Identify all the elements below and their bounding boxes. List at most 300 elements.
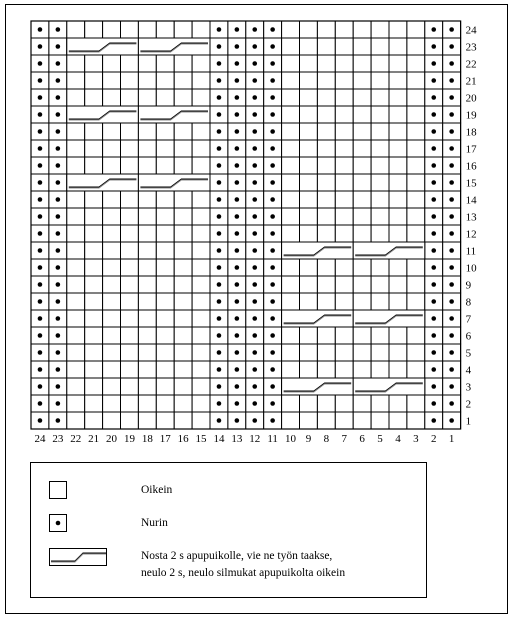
purl-dot-r11-c2	[431, 248, 436, 253]
purl-dot-r8-c1	[449, 299, 454, 304]
purl-dot-r14-c1	[449, 197, 454, 202]
purl-dot-r4-c11	[270, 367, 275, 372]
chart-cell-r15-c5	[371, 174, 389, 191]
chart-cell-r14-c9	[300, 191, 318, 208]
purl-dot-r11-c11	[270, 248, 275, 253]
chart-cell-r16-c22	[67, 157, 85, 174]
purl-dot-r23-c23	[56, 44, 61, 49]
chart-cell-r21-c17	[156, 72, 174, 89]
chart-cell-r3-c17	[156, 378, 174, 395]
chart-cell-r8-c16	[174, 293, 192, 310]
row-number-19: 19	[465, 109, 477, 122]
chart-cell-r8-c3	[407, 293, 425, 310]
chart-cell-r6-c6	[353, 327, 371, 344]
chart-cell-r17-c17	[156, 140, 174, 157]
purl-dot-r2-c2	[431, 401, 436, 406]
chart-cell-r5-c3	[407, 344, 425, 361]
purl-dot-r16-c13	[235, 163, 240, 168]
chart-cell-r14-c21	[85, 191, 103, 208]
chart-cell-r23-c6	[353, 38, 371, 55]
chart-cell-r18-c21	[85, 123, 103, 140]
chart-cell-r14-c6	[353, 191, 371, 208]
chart-cell-r17-c6	[353, 140, 371, 157]
column-number-5: 5	[377, 433, 383, 445]
chart-cell-r24-c15	[192, 21, 210, 38]
purl-dot-r5-c14	[217, 350, 222, 355]
chart-cell-r21-c18	[138, 72, 156, 89]
chart-cell-r20-c5	[371, 89, 389, 106]
purl-dot-r21-c13	[235, 78, 240, 83]
chart-cell-r12-c21	[85, 225, 103, 242]
purl-dot-r9-c24	[38, 282, 43, 287]
chart-cell-r7-c16	[174, 310, 192, 327]
chart-cell-r14-c8	[317, 191, 335, 208]
row-number-5: 5	[465, 347, 472, 360]
purl-dot-r8-c14	[217, 299, 222, 304]
purl-dot-r5-c12	[252, 350, 257, 355]
chart-cell-r24-c8	[317, 21, 335, 38]
chart-cell-r17-c16	[174, 140, 192, 157]
purl-dot-r15-c23	[56, 180, 61, 185]
purl-dot-r1-c1	[449, 418, 454, 423]
purl-dot-r1-c24	[38, 418, 43, 423]
chart-cell-r1-c19	[121, 412, 139, 429]
chart-cell-r4-c5	[371, 361, 389, 378]
chart-cell-r17-c4	[389, 140, 407, 157]
chart-cell-r17-c19	[121, 140, 139, 157]
chart-cell-r12-c3	[407, 225, 425, 242]
purl-dot-r14-c24	[38, 197, 43, 202]
purl-dot-r12-c12	[252, 231, 257, 236]
chart-cell-r24-c18	[138, 21, 156, 38]
purl-dot-r8-c24	[38, 299, 43, 304]
chart-cell-r12-c10	[282, 225, 300, 242]
chart-cell-r22-c5	[371, 55, 389, 72]
purl-dot-r10-c12	[252, 265, 257, 270]
chart-cell-r10-c19	[121, 259, 139, 276]
purl-dot-r3-c23	[56, 384, 61, 389]
purl-dot-r4-c13	[235, 367, 240, 372]
chart-cell-r5-c8	[317, 344, 335, 361]
row-number-18: 18	[465, 126, 477, 139]
purl-dot-r22-c23	[56, 61, 61, 66]
purl-dot-r14-c2	[431, 197, 436, 202]
chart-cell-r2-c7	[335, 395, 353, 412]
column-number-4: 4	[395, 433, 401, 445]
chart-cell-r24-c4	[389, 21, 407, 38]
chart-cell-r23-c9	[300, 38, 318, 55]
purl-dot-r17-c24	[38, 146, 43, 151]
chart-cell-r1-c16	[174, 412, 192, 429]
chart-cell-r6-c4	[389, 327, 407, 344]
purl-dot-r6-c24	[38, 333, 43, 338]
chart-cell-r16-c17	[156, 157, 174, 174]
row-number-16: 16	[465, 160, 477, 173]
purl-dot-r11-c1	[449, 248, 454, 253]
chart-cell-r20-c21	[85, 89, 103, 106]
chart-cell-r18-c7	[335, 123, 353, 140]
chart-cell-r1-c10	[282, 412, 300, 429]
chart-cell-r22-c4	[389, 55, 407, 72]
chart-cell-r3-c21	[85, 378, 103, 395]
chart-cell-r24-c9	[300, 21, 318, 38]
chart-cell-r5-c5	[371, 344, 389, 361]
chart-cell-r11-c18	[138, 242, 156, 259]
chart-cell-r14-c10	[282, 191, 300, 208]
purl-dot-r8-c2	[431, 299, 436, 304]
chart-cell-r17-c15	[192, 140, 210, 157]
chart-cell-r2-c4	[389, 395, 407, 412]
purl-dot-r9-c13	[235, 282, 240, 287]
purl-dot-r10-c14	[217, 265, 222, 270]
purl-dot-r3-c2	[431, 384, 436, 389]
chart-cell-r16-c18	[138, 157, 156, 174]
purl-dot-r13-c11	[270, 214, 275, 219]
chart-cell-r4-c20	[103, 361, 121, 378]
purl-dot-r16-c24	[38, 163, 43, 168]
chart-cell-r24-c20	[103, 21, 121, 38]
chart-cell-r14-c18	[138, 191, 156, 208]
chart-cell-r2-c6	[353, 395, 371, 412]
chart-cell-r16-c10	[282, 157, 300, 174]
chart-cell-r4-c3	[407, 361, 425, 378]
purl-dot-r7-c23	[56, 316, 61, 321]
purl-dot-r23-c12	[252, 44, 257, 49]
chart-cell-r16-c19	[121, 157, 139, 174]
chart-cell-r9-c8	[317, 276, 335, 293]
chart-cell-r20-c8	[317, 89, 335, 106]
chart-cell-r9-c3	[407, 276, 425, 293]
chart-cell-r7-c15	[192, 310, 210, 327]
purl-dot-r17-c2	[431, 146, 436, 151]
purl-dot-r24-c11	[270, 27, 275, 32]
purl-dot-r2-c11	[270, 401, 275, 406]
chart-cell-r4-c9	[300, 361, 318, 378]
chart-cell-r2-c18	[138, 395, 156, 412]
chart-cell-r8-c15	[192, 293, 210, 310]
chart-cell-r6-c16	[174, 327, 192, 344]
purl-dot-r14-c14	[217, 197, 222, 202]
chart-cell-r21-c6	[353, 72, 371, 89]
chart-cell-r17-c8	[317, 140, 335, 157]
chart-cell-r6-c9	[300, 327, 318, 344]
chart-cell-r10-c18	[138, 259, 156, 276]
chart-cell-r21-c10	[282, 72, 300, 89]
purl-dot-r15-c13	[235, 180, 240, 185]
chart-cell-r22-c17	[156, 55, 174, 72]
chart-cell-r8-c20	[103, 293, 121, 310]
chart-cell-r10-c3	[407, 259, 425, 276]
column-number-20: 20	[106, 433, 118, 445]
purl-dot-r1-c11	[270, 418, 275, 423]
chart-cell-r13-c15	[192, 208, 210, 225]
row-number-3: 3	[465, 381, 472, 394]
row-number-7: 7	[465, 313, 472, 326]
chart-cell-r6-c10	[282, 327, 300, 344]
chart-cell-r14-c5	[371, 191, 389, 208]
chart-cell-r13-c4	[389, 208, 407, 225]
purl-dot-r6-c13	[235, 333, 240, 338]
chart-cell-r15-c8	[317, 174, 335, 191]
purl-dot-r19-c1	[449, 112, 454, 117]
purl-dot-r20-c12	[252, 95, 257, 100]
purl-dot-r7-c14	[217, 316, 222, 321]
chart-cell-r24-c17	[156, 21, 174, 38]
chart-cell-r4-c22	[67, 361, 85, 378]
chart-cell-r13-c16	[174, 208, 192, 225]
purl-dot-r7-c1	[449, 316, 454, 321]
chart-cell-r12-c8	[317, 225, 335, 242]
chart-cell-r14-c7	[335, 191, 353, 208]
chart-cell-r8-c5	[371, 293, 389, 310]
row-number-21: 21	[465, 75, 477, 88]
chart-cell-r2-c19	[121, 395, 139, 412]
chart-cell-r2-c5	[371, 395, 389, 412]
row-number-23: 23	[465, 41, 477, 54]
chart-cell-r17-c5	[371, 140, 389, 157]
chart-cell-r11-c16	[174, 242, 192, 259]
row-number-20: 20	[465, 92, 477, 105]
chart-cell-r18-c3	[407, 123, 425, 140]
chart-cell-r10-c22	[67, 259, 85, 276]
chart-cell-r20-c20	[103, 89, 121, 106]
purl-dot-r12-c13	[235, 231, 240, 236]
chart-cell-r5-c4	[389, 344, 407, 361]
chart-cell-r3-c18	[138, 378, 156, 395]
column-number-6: 6	[359, 433, 365, 445]
legend-cable-label-line2: neulo 2 s, neulo silmukat apupuikolta oikein	[141, 567, 346, 579]
purl-dot-r6-c14	[217, 333, 222, 338]
chart-cell-r18-c16	[174, 123, 192, 140]
chart-cell-r12-c19	[121, 225, 139, 242]
chart-cell-r9-c17	[156, 276, 174, 293]
purl-dot-r10-c13	[235, 265, 240, 270]
chart-cell-r15-c9	[300, 174, 318, 191]
chart-cell-r10-c9	[300, 259, 318, 276]
chart-cell-r1-c20	[103, 412, 121, 429]
chart-cell-r13-c3	[407, 208, 425, 225]
chart-cell-r16-c6	[353, 157, 371, 174]
purl-dot-r17-c14	[217, 146, 222, 151]
chart-cell-r16-c4	[389, 157, 407, 174]
chart-cell-r11-c17	[156, 242, 174, 259]
purl-dot-r10-c23	[56, 265, 61, 270]
chart-cell-r18-c9	[300, 123, 318, 140]
chart-cell-r23-c8	[317, 38, 335, 55]
chart-cell-r21-c4	[389, 72, 407, 89]
chart-cell-r20-c15	[192, 89, 210, 106]
column-number-24: 24	[34, 433, 46, 445]
chart-cell-r18-c5	[371, 123, 389, 140]
purl-dot-r13-c1	[449, 214, 454, 219]
purl-dot-r24-c1	[449, 27, 454, 32]
chart-cell-r15-c10	[282, 174, 300, 191]
purl-dot-r2-c1	[449, 401, 454, 406]
chart-cell-r18-c15	[192, 123, 210, 140]
purl-dot-r17-c1	[449, 146, 454, 151]
chart-cell-r7-c17	[156, 310, 174, 327]
chart-cell-r20-c18	[138, 89, 156, 106]
chart-cell-r17-c3	[407, 140, 425, 157]
chart-cell-r20-c6	[353, 89, 371, 106]
chart-cell-r5-c17	[156, 344, 174, 361]
row-number-24: 24	[465, 24, 477, 37]
column-number-14: 14	[213, 433, 225, 445]
chart-cell-r9-c7	[335, 276, 353, 293]
purl-dot-r9-c11	[270, 282, 275, 287]
chart-cell-r18-c17	[156, 123, 174, 140]
purl-dot-r19-c23	[56, 112, 61, 117]
chart-cell-r4-c16	[174, 361, 192, 378]
purl-dot-r18-c13	[235, 129, 240, 134]
chart-cell-r21-c7	[335, 72, 353, 89]
purl-dot-r19-c12	[252, 112, 257, 117]
chart-cell-r19-c8	[317, 106, 335, 123]
row-number-13: 13	[465, 211, 477, 224]
purl-dot-r15-c11	[270, 180, 275, 185]
chart-cell-r21-c15	[192, 72, 210, 89]
purl-dot-r17-c23	[56, 146, 61, 151]
chart-cell-r19-c5	[371, 106, 389, 123]
purl-dot-r17-c12	[252, 146, 257, 151]
column-number-3: 3	[413, 433, 419, 445]
chart-cell-r14-c19	[121, 191, 139, 208]
chart-cell-r22-c19	[121, 55, 139, 72]
chart-cell-r12-c18	[138, 225, 156, 242]
purl-dot-r19-c11	[270, 112, 275, 117]
chart-cell-r6-c8	[317, 327, 335, 344]
column-number-21: 21	[88, 433, 100, 445]
row-number-8: 8	[465, 296, 472, 309]
purl-dot-r18-c1	[449, 129, 454, 134]
chart-cell-r11-c15	[192, 242, 210, 259]
chart-cell-r12-c5	[371, 225, 389, 242]
purl-dot-r12-c1	[449, 231, 454, 236]
column-number-16: 16	[177, 433, 189, 445]
purl-dot-r20-c2	[431, 95, 436, 100]
chart-cell-r3-c16	[174, 378, 192, 395]
legend-knit-label: Oikein	[141, 484, 173, 496]
purl-dot-r1-c14	[217, 418, 222, 423]
purl-dot-r2-c12	[252, 401, 257, 406]
purl-dot-r10-c11	[270, 265, 275, 270]
purl-dot-r8-c23	[56, 299, 61, 304]
chart-cell-r4-c19	[121, 361, 139, 378]
purl-dot-r6-c1	[449, 333, 454, 338]
chart-cell-r11-c22	[67, 242, 85, 259]
chart-cell-r19-c3	[407, 106, 425, 123]
purl-dot-r16-c14	[217, 163, 222, 168]
chart-cell-r8-c7	[335, 293, 353, 310]
purl-dot-r17-c13	[235, 146, 240, 151]
purl-dot-r15-c2	[431, 180, 436, 185]
purl-dot-r23-c13	[235, 44, 240, 49]
chart-cell-r22-c6	[353, 55, 371, 72]
purl-dot-r3-c12	[252, 384, 257, 389]
chart-cell-r12-c16	[174, 225, 192, 242]
chart-cell-r2-c9	[300, 395, 318, 412]
purl-dot-r22-c14	[217, 61, 222, 66]
chart-cell-r22-c7	[335, 55, 353, 72]
purl-dot-r1-c2	[431, 418, 436, 423]
column-number-18: 18	[141, 433, 153, 445]
chart-cell-r5-c15	[192, 344, 210, 361]
purl-dot-r19-c13	[235, 112, 240, 117]
purl-dot-r11-c12	[252, 248, 257, 253]
purl-dot-r11-c24	[38, 248, 43, 253]
chart-cell-r22-c21	[85, 55, 103, 72]
chart-cell-r2-c10	[282, 395, 300, 412]
chart-cell-r2-c22	[67, 395, 85, 412]
chart-cell-r22-c9	[300, 55, 318, 72]
purl-dot-r21-c11	[270, 78, 275, 83]
chart-cell-r24-c19	[121, 21, 139, 38]
chart-cell-r14-c3	[407, 191, 425, 208]
purl-dot-r23-c24	[38, 44, 43, 49]
purl-symbol-icon	[49, 514, 67, 532]
chart-cell-r1-c3	[407, 412, 425, 429]
chart-cell-r13-c9	[300, 208, 318, 225]
chart-cell-r6-c3	[407, 327, 425, 344]
chart-cell-r20-c9	[300, 89, 318, 106]
chart-cell-r14-c4	[389, 191, 407, 208]
purl-dot-r2-c13	[235, 401, 240, 406]
chart-cell-r5-c16	[174, 344, 192, 361]
chart-cell-r16-c7	[335, 157, 353, 174]
purl-dot-r2-c14	[217, 401, 222, 406]
chart-cell-r8-c8	[317, 293, 335, 310]
chart-cell-r5-c21	[85, 344, 103, 361]
column-number-7: 7	[341, 433, 347, 445]
chart-cell-r6-c20	[103, 327, 121, 344]
chart-cell-r1-c15	[192, 412, 210, 429]
chart-cell-r17-c21	[85, 140, 103, 157]
chart-cell-r20-c19	[121, 89, 139, 106]
purl-dot-r4-c24	[38, 367, 43, 372]
chart-cell-r22-c10	[282, 55, 300, 72]
cable-symbol-icon	[49, 548, 107, 566]
chart-cell-r21-c16	[174, 72, 192, 89]
purl-dot-r19-c14	[217, 112, 222, 117]
chart-cell-r21-c22	[67, 72, 85, 89]
purl-dot-r15-c1	[449, 180, 454, 185]
purl-dot-r20-c14	[217, 95, 222, 100]
purl-dot-r1-c12	[252, 418, 257, 423]
chart-cell-r18-c19	[121, 123, 139, 140]
chart-cell-r18-c8	[317, 123, 335, 140]
chart-cell-r9-c18	[138, 276, 156, 293]
chart-cell-r13-c8	[317, 208, 335, 225]
chart-cell-r8-c4	[389, 293, 407, 310]
chart-cell-r13-c6	[353, 208, 371, 225]
chart-cell-r6-c22	[67, 327, 85, 344]
purl-dot-r20-c23	[56, 95, 61, 100]
chart-cell-r4-c10	[282, 361, 300, 378]
row-number-14: 14	[465, 194, 477, 207]
chart-cell-r13-c19	[121, 208, 139, 225]
chart-cell-r1-c22	[67, 412, 85, 429]
chart-cell-r1-c4	[389, 412, 407, 429]
chart-cell-r10-c7	[335, 259, 353, 276]
chart-cell-r8-c17	[156, 293, 174, 310]
chart-cell-r4-c7	[335, 361, 353, 378]
purl-dot-r11-c13	[235, 248, 240, 253]
purl-dot-r14-c12	[252, 197, 257, 202]
chart-cell-r10-c8	[317, 259, 335, 276]
chart-cell-r14-c20	[103, 191, 121, 208]
purl-dot-r16-c12	[252, 163, 257, 168]
purl-dot-r8-c11	[270, 299, 275, 304]
